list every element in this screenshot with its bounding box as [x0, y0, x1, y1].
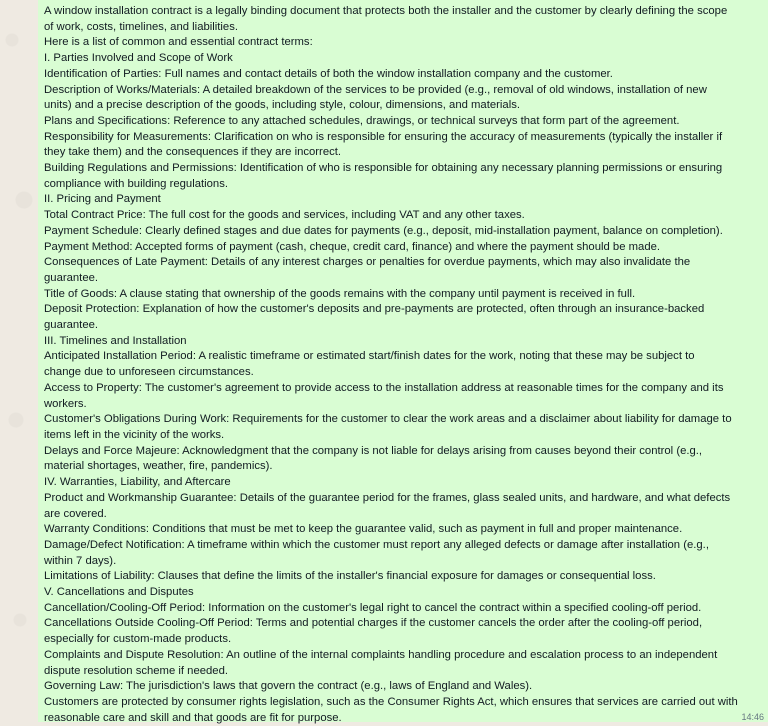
message-line: Product and Workmanship Guarantee: Details of the guarantee period for the frames, glass sealed units, and hardware, and what defects	[44, 491, 731, 504]
message-line: they take them) and the consequences if they are incorrect.	[44, 146, 342, 159]
message-line: Responsibility for Measurements: Clarification on who is responsible for ensuring the accuracy of measurements (typically the installer if	[44, 130, 723, 143]
message-line: Title of Goods: A clause stating that ownership of the goods remains with the company until payment is received in full.	[44, 287, 636, 300]
message-line: Anticipated Installation Period: A realistic timeframe or estimated start/finish dates for the work, noting that these may be subject to	[44, 350, 695, 363]
message-line: Deposit Protection: Explanation of how the customer's deposits and pre-payments are protected, often through an insurance-backed	[44, 303, 705, 316]
message-line: Total Contract Price: The full cost for the goods and services, including VAT and any other taxes.	[44, 209, 525, 222]
message-line: items left in the vicinity of the works.	[44, 428, 225, 441]
message-line: Customer's Obligations During Work: Requirements for the customer to clear the work areas and a disclaimer about liability for damage to	[44, 413, 732, 426]
message-line: reasonable care and skill and that goods are fit for purpose.	[44, 711, 342, 724]
message-bubble[interactable]	[38, 0, 768, 722]
message-line: workers.	[44, 397, 87, 410]
message-line: Complaints and Dispute Resolution: An outline of the internal complaints handling procedure and escalation process to an independent	[44, 648, 718, 661]
message-line: compliance with building regulations.	[44, 177, 228, 190]
message-line: material shortages, weather, fire, pandemics).	[44, 460, 273, 473]
message-line: III. Timelines and Installation	[44, 334, 187, 347]
message-line: dispute resolution scheme if needed.	[44, 664, 229, 677]
message-line: Warranty Conditions: Conditions that must be met to keep the guarantee valid, such as payment in full and proper maintenance.	[44, 523, 683, 536]
message-line: Identification of Parties: Full names and contact details of both the window installation company and the customer.	[44, 67, 613, 80]
message-line: Governing Law: The jurisdiction's laws that govern the contract (e.g., laws of England and Wales).	[44, 680, 533, 693]
message-line: Customers are protected by consumer rights legislation, such as the Consumer Rights Act, which ensures that services are carried out with	[44, 695, 738, 708]
message-line: guarantee.	[44, 271, 99, 284]
message-timestamp: 14:46	[741, 712, 764, 722]
message-line: Building Regulations and Permissions: Identification of who is responsible for obtaining any necessary planning permissions or ensuring	[44, 162, 723, 175]
message-line: within 7 days).	[44, 554, 117, 567]
message-line: Payment Method: Accepted forms of payment (cash, cheque, credit card, finance) and where the payment should be made.	[44, 240, 661, 253]
message-line: Description of Works/Materials: A detailed breakdown of the services to be provided (e.g., removal of old windows, installation of new	[44, 83, 707, 96]
message-line: Access to Property: The customer's agreement to provide access to the installation address at reasonable times for the company and its	[44, 381, 724, 394]
message-line: Cancellation/Cooling-Off Period: Information on the customer's legal right to cancel the contract within a specified cooling-off period.	[44, 601, 702, 614]
message-line: Cancellations Outside Cooling-Off Period: Terms and potential charges if the customer cancels the order after the cooling-off period,	[44, 617, 703, 630]
message-line: Here is a list of common and essential contract terms:	[44, 36, 313, 49]
message-line: Consequences of Late Payment: Details of any interest charges or penalties for overdue payments, which may also invalidate the	[44, 256, 691, 269]
message-line: I. Parties Involved and Scope of Work	[44, 52, 233, 65]
message-line: A window installation contract is a legally binding document that protects both the installer and the customer by clearly defining the scope	[44, 5, 728, 17]
message-line: change due to unforeseen circumstances.	[44, 366, 254, 379]
message-line: Plans and Specifications: Reference to any attached schedules, drawings, or technical surveys that form part of the agreement.	[44, 114, 680, 127]
message-line: II. Pricing and Payment	[44, 193, 161, 206]
message-line: are covered.	[44, 507, 107, 520]
message-line: Limitations of Liability: Clauses that define the limits of the installer's financial exposure for damages or consequential loss.	[44, 570, 656, 583]
message-line: Payment Schedule: Clearly defined stages and due dates for payments (e.g., deposit, mid-installation payment, balance on completion).	[44, 224, 723, 237]
message-line: of work, costs, timelines, and liabilities.	[44, 20, 239, 33]
message-line: units) and a precise description of the goods, including style, colour, dimensions, and materials.	[44, 99, 520, 112]
message-line: guarantee.	[44, 319, 99, 332]
message-line: Delays and Force Majeure: Acknowledgment that the company is not liable for delays arising from causes beyond their control (e.g.,	[44, 444, 703, 457]
message-line: IV. Warranties, Liability, and Aftercare	[44, 476, 231, 489]
message-line: Damage/Defect Notification: A timeframe within which the customer must report any alleged defects or damage after installation (e.g.,	[44, 538, 709, 551]
message-line: especially for custom-made products.	[44, 633, 232, 646]
message-line: V. Cancellations and Disputes	[44, 586, 194, 599]
message-text	[44, 4, 768, 726]
